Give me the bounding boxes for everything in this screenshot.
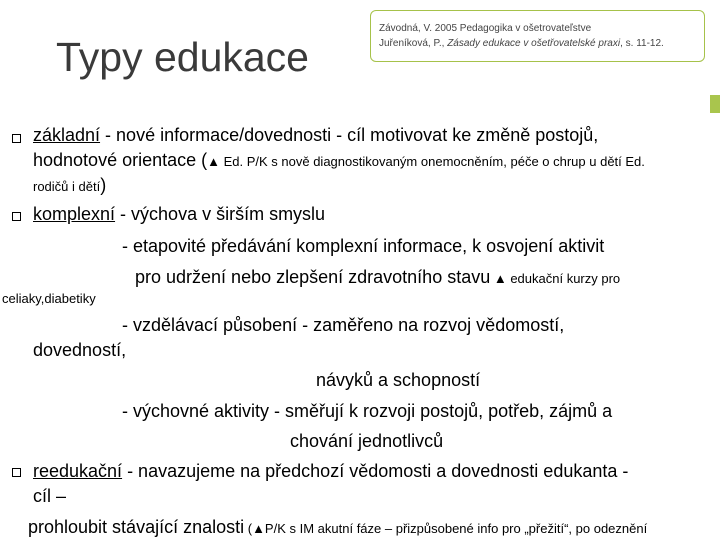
reference-author: Juřeníková, P., xyxy=(379,38,448,49)
bullet-2-sub-3a: - výchovné aktivity - směřují k rozvoji postojů, potřeb, zájmů a xyxy=(122,401,613,421)
bullet-2-text: - výchova v širším smyslu xyxy=(115,204,326,224)
bullet-marker-2 xyxy=(12,212,21,221)
bullet-1-text: - nové informace/dovednosti - cíl motivovat ke změně postojů, xyxy=(100,125,599,145)
bullet-1-line-3 xyxy=(33,175,106,196)
bullet-2-sub-3b: chování jednotlivců xyxy=(290,431,444,451)
bullet-2-sub-2b: dovedností, xyxy=(33,340,127,360)
slide-title: Typy edukace xyxy=(56,34,309,80)
bullet-2-term: komplexní xyxy=(33,204,116,224)
bullet-2-sub-1-note-2: celiaky,diabetiky xyxy=(2,291,96,306)
bullet-3-text: - navazujeme na předchozí vědomosti a dovednosti edukanta - xyxy=(122,461,629,481)
bullet-2-sub-2c: návyků a schopností xyxy=(316,370,481,390)
reference-book-title: Zásady edukace v ošetřovatelské praxi xyxy=(447,38,621,49)
bullet-marker-1 xyxy=(12,134,21,143)
bullet-1-line-2 xyxy=(33,150,645,171)
bullet-1-note: ▲ Ed. P/K s nově diagnostikovaným onemocněním, péče o chrup u dětí Ed. xyxy=(207,154,645,169)
bullet-2-sub-1b-line xyxy=(135,267,620,288)
bullet-1-line-1 xyxy=(33,125,598,146)
bullet-3-line-3 xyxy=(28,517,647,538)
bullet-2-line-1 xyxy=(33,204,325,225)
bullet-3-term: reedukační xyxy=(33,461,123,481)
accent-bar xyxy=(710,95,720,113)
bullet-2-sub-1-note: ▲ edukační kurzy pro xyxy=(490,271,621,286)
reference-box xyxy=(370,10,705,62)
bullet-3-line3-text: prohloubit stávající znalosti xyxy=(28,517,245,537)
bullet-3-note: (▲P/K s IM akutní fáze – přizpůsobené info pro „přežití“, po odeznění xyxy=(244,521,648,536)
bullet-1-close: ) xyxy=(100,175,107,195)
bullet-1-note-2: rodičů i dětí xyxy=(33,179,101,194)
reference-line-1: Závodná, V. 2005 Pedagogika v ošetrovateľstve xyxy=(379,23,592,34)
bullet-2-sub-1b: pro udržení nebo zlepšení zdravotního stavu xyxy=(135,267,491,287)
reference-line-2 xyxy=(379,36,696,51)
bullet-3-line-1 xyxy=(33,461,628,482)
bullet-2-sub-2a: - vzdělávací působení - zaměřeno na rozvoj vědomostí, xyxy=(122,315,565,335)
bullet-marker-3 xyxy=(12,468,21,477)
reference-pages: , s. 11-12. xyxy=(620,38,664,49)
bullet-1-line2-text: hodnotové orientace ( xyxy=(33,150,208,170)
bullet-2-sub-1a: - etapovité předávání komplexní informace, k osvojení aktivit xyxy=(122,236,605,256)
bullet-3-line-2: cíl – xyxy=(33,486,67,506)
bullet-1-term: základní xyxy=(33,125,101,145)
